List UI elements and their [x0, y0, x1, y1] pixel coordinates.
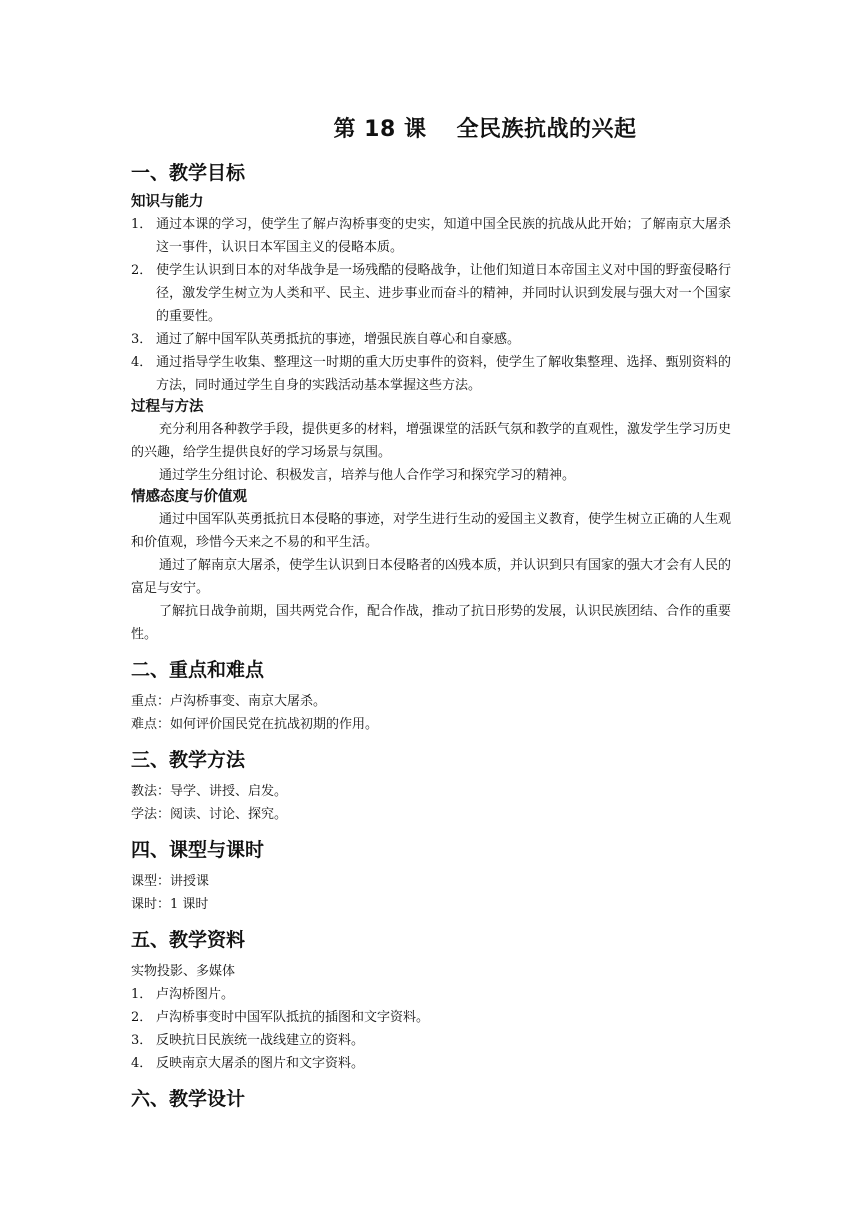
paragraph: 通过中国军队英勇抵抗日本侵略的事迹，对学生进行生动的爱国主义教育，使学生树立正确的人生观和价值观，珍惜今天来之不易的和平生活。	[131, 512, 732, 550]
text-line: 重点：卢沟桥事变、南京大屠杀。	[131, 694, 327, 709]
list-item: 3． 通过了解中国军队英勇抵抗的事迹，增强民族自尊心和自豪感。	[131, 332, 521, 347]
paragraph: 充分利用各种教学手段，提供更多的材料，增强课堂的活跃气氛和教学的直观性，激发学生学习历史的兴趣，给学生提供良好的学习场景与氛围。	[131, 422, 732, 460]
text-line: 课型：讲授课	[131, 874, 210, 889]
text-line: 学法：阅读、讨论、探究。	[131, 807, 288, 822]
subheading-process-method: 过程与方法	[131, 399, 204, 415]
document-body	[131, 160, 731, 1119]
list-item: 4． 反映南京大屠杀的图片和文字资料。	[131, 1056, 365, 1071]
subheading-attitude-values: 情感态度与价值观	[131, 489, 247, 505]
section-heading-design: 六、教学设计	[131, 1088, 246, 1110]
section-heading-methods: 三、教学方法	[131, 749, 246, 771]
page-title	[0, 112, 860, 143]
subheading-knowledge-ability: 知识与能力	[131, 194, 204, 210]
list-item: 1． 通过本课的学习，使学生了解卢沟桥事变的史实，知道中国全民族的抗战从此开始；了解南京大屠杀这一事件，认识日本军国主义的侵略本质。	[131, 217, 731, 255]
list-item: 1． 卢沟桥图片。	[131, 987, 235, 1002]
list-item: 3． 反映抗日民族统一战线建立的资料。	[131, 1033, 365, 1048]
section-heading-lesson-type: 四、课型与课时	[131, 839, 265, 861]
title-lesson-number: 第 18 课	[333, 117, 427, 142]
text-line: 课时：1 课时	[131, 897, 209, 912]
section-heading-objectives: 一、教学目标	[131, 162, 246, 184]
text-line: 教法：导学、讲授、启发。	[131, 784, 288, 799]
section-heading-key-points: 二、重点和难点	[131, 659, 265, 681]
list-item: 2． 卢沟桥事变时中国军队抵抗的插图和文字资料。	[131, 1010, 430, 1025]
section-heading-materials: 五、教学资料	[131, 929, 246, 951]
paragraph: 了解抗日战争前期，国共两党合作，配合作战，推动了抗日形势的发展，认识民族团结、合作的重要性。	[131, 604, 732, 642]
paragraph: 通过学生分组讨论、积极发言，培养与他人合作学习和探究学习的精神。	[159, 468, 576, 483]
title-lesson-name: 全民族抗战的兴起	[456, 117, 637, 142]
text-line: 实物投影、多媒体	[131, 964, 236, 979]
paragraph: 通过了解南京大屠杀，使学生认识到日本侵略者的凶残本质，并认识到只有国家的强大才会有人民的富足与安宁。	[131, 558, 732, 596]
list-item: 4． 通过指导学生收集、整理这一时期的重大历史事件的资料，使学生了解收集整理、选择、甄别资料的方法，同时通过学生自身的实践活动基本掌握这些方法。	[131, 355, 731, 393]
text-line: 难点：如何评价国民党在抗战初期的作用。	[131, 717, 379, 732]
list-item: 2． 使学生认识到日本的对华战争是一场残酷的侵略战争，让他们知道日本帝国主义对中国的野蛮侵略行径，激发学生树立为人类和平、民主、进步事业而奋斗的精神，并同时认识到发展与强大对一个国家的重要性。	[131, 263, 731, 324]
